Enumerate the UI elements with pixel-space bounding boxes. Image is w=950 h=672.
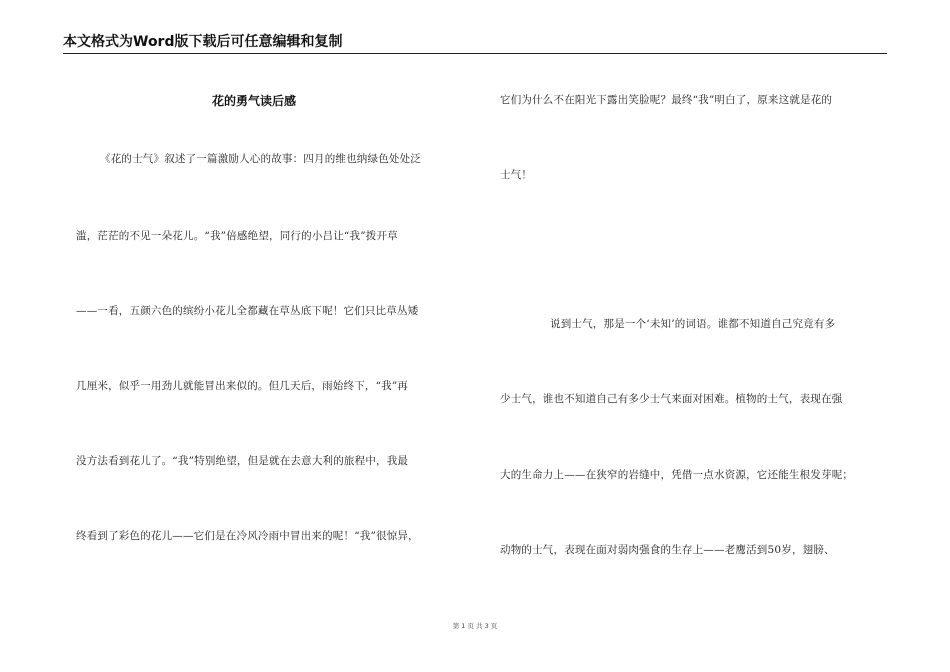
page-number: 第 1 页 共 3 页 [452, 622, 498, 630]
right-paragraph-line: 它们为什么不在阳光下露出笑脸呢？最终“我”明白了，原来这就是花的 [500, 94, 833, 106]
left-paragraph-line: 没方法看到花儿了。“我”特别绝望，但是就在去意大利的旅程中，我最 [76, 455, 409, 467]
left-paragraph-line: 《花的士气》叙述了一篇激励人心的故事：四月的维也纳绿色处处泛 [100, 153, 421, 165]
document-title: 花的勇气读后感 [212, 94, 297, 108]
right-paragraph-line: 大的生命力上——在狭窄的岩缝中，凭借一点水资源，它还能生根发芽呢； [500, 469, 854, 481]
left-paragraph-line: 几厘米，似乎一用劲儿就能冒出来似的。但几天后，雨始终下，“我”再 [76, 380, 409, 392]
right-paragraph-line: 说到士气，那是一个‘未知’的词语。谁都不知道自己究竟有多 [550, 318, 836, 330]
left-paragraph-line: 终看到了彩色的花儿——它们是在冷风冷雨中冒出来的呢！“我”很惊异， [76, 530, 419, 542]
right-paragraph-line: 少士气，谁也不知道自己有多少士气来面对困难。植物的士气，表现在强 [500, 393, 843, 405]
left-paragraph-line: ——一看，五颜六色的缤纷小花儿全都藏在草丛底下呢！它们只比草丛矮 [76, 305, 419, 317]
left-paragraph-line: 滥，茫茫的不见一朵花儿。“我”倍感绝望，同行的小吕让“我”拨开草 [76, 230, 398, 242]
right-paragraph-line: 士气！ [500, 169, 533, 181]
page-header [63, 34, 887, 54]
right-paragraph-line: 动物的士气，表现在面对弱肉强食的生存上——老鹰活到50岁，翅膀、 [500, 544, 835, 556]
header-text: 本文格式为Word版下载后可任意编辑和复制 [63, 34, 343, 50]
